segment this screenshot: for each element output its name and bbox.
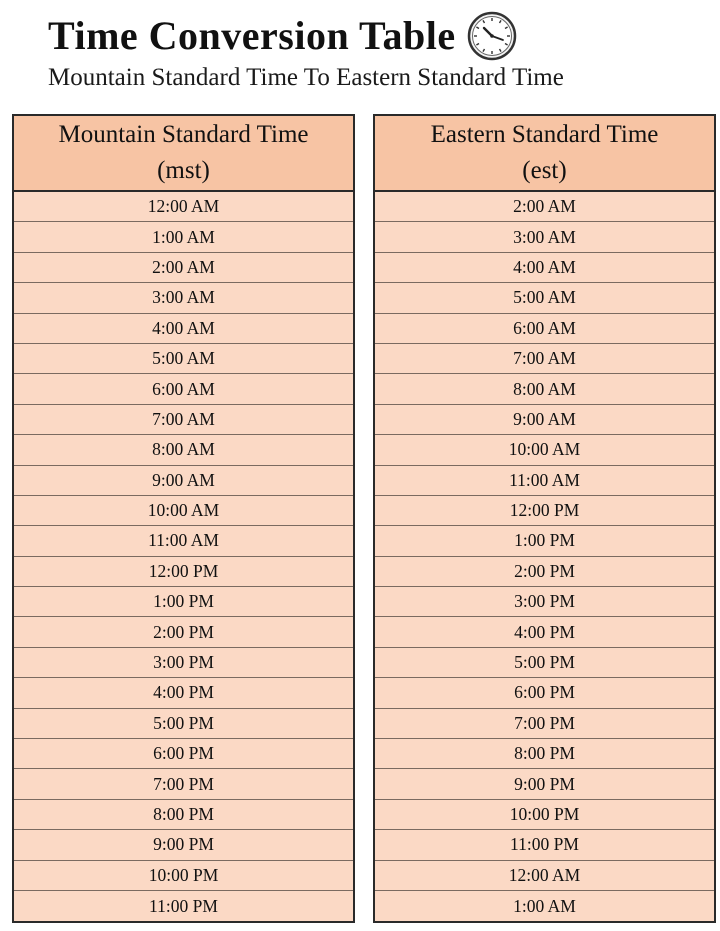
table-row: 12:00 PM — [14, 557, 353, 587]
table-row: 7:00 AM — [14, 405, 353, 435]
table-row: 4:00 PM — [375, 617, 714, 647]
table-row: 2:00 PM — [375, 557, 714, 587]
table-row: 5:00 AM — [14, 344, 353, 374]
table-row: 10:00 AM — [14, 496, 353, 526]
est-header-line2: (est) — [522, 157, 567, 184]
mst-rows — [14, 192, 353, 921]
table-row: 10:00 PM — [375, 800, 714, 830]
table-row: 11:00 PM — [14, 891, 353, 921]
table-row: 9:00 PM — [14, 830, 353, 860]
table-row: 5:00 PM — [375, 648, 714, 678]
table-row: 1:00 AM — [375, 891, 714, 921]
page-title: Time Conversion Table — [48, 13, 456, 58]
table-row: 9:00 AM — [375, 405, 714, 435]
table-row: 3:00 AM — [14, 283, 353, 313]
table-row: 11:00 AM — [375, 466, 714, 496]
table-row: 1:00 AM — [14, 222, 353, 252]
table-row: 1:00 PM — [14, 587, 353, 617]
title-row — [48, 10, 518, 62]
table-row: 3:00 PM — [14, 648, 353, 678]
table-row: 4:00 AM — [14, 314, 353, 344]
mst-column — [12, 114, 355, 923]
table-row: 9:00 AM — [14, 466, 353, 496]
table-row: 1:00 PM — [375, 526, 714, 556]
table-row: 9:00 PM — [375, 769, 714, 799]
table-row: 2:00 PM — [14, 617, 353, 647]
table-row: 10:00 PM — [14, 861, 353, 891]
table-row: 11:00 PM — [375, 830, 714, 860]
est-column-header — [375, 116, 714, 192]
table-row: 7:00 AM — [375, 344, 714, 374]
est-header-line1: Eastern Standard Time — [430, 121, 659, 148]
mst-header-line2: (mst) — [157, 157, 210, 184]
table-row: 10:00 AM — [375, 435, 714, 465]
table-row: 8:00 AM — [375, 374, 714, 404]
est-rows — [375, 192, 714, 921]
page-subtitle: Mountain Standard Time To Eastern Standard Time — [48, 64, 564, 91]
table-row: 3:00 PM — [375, 587, 714, 617]
table-row: 2:00 AM — [375, 192, 714, 222]
table-row: 8:00 AM — [14, 435, 353, 465]
table-row: 7:00 PM — [375, 709, 714, 739]
mst-header-line1: Mountain Standard Time — [58, 121, 309, 148]
table-row: 5:00 AM — [375, 283, 714, 313]
table-row: 8:00 PM — [375, 739, 714, 769]
table-row: 12:00 AM — [375, 861, 714, 891]
table-row: 12:00 PM — [375, 496, 714, 526]
table-row: 6:00 AM — [375, 314, 714, 344]
table-row: 3:00 AM — [375, 222, 714, 252]
est-column — [373, 114, 716, 923]
table-row: 11:00 AM — [14, 526, 353, 556]
table-row: 4:00 PM — [14, 678, 353, 708]
table-row: 4:00 AM — [375, 253, 714, 283]
table-row: 7:00 PM — [14, 769, 353, 799]
table-row: 5:00 PM — [14, 709, 353, 739]
table-row: 2:00 AM — [14, 253, 353, 283]
mst-column-header — [14, 116, 353, 192]
table-row: 8:00 PM — [14, 800, 353, 830]
table-row: 12:00 AM — [14, 192, 353, 222]
clock-icon — [466, 10, 518, 62]
table-row: 6:00 PM — [375, 678, 714, 708]
table-row: 6:00 PM — [14, 739, 353, 769]
table-row: 6:00 AM — [14, 374, 353, 404]
